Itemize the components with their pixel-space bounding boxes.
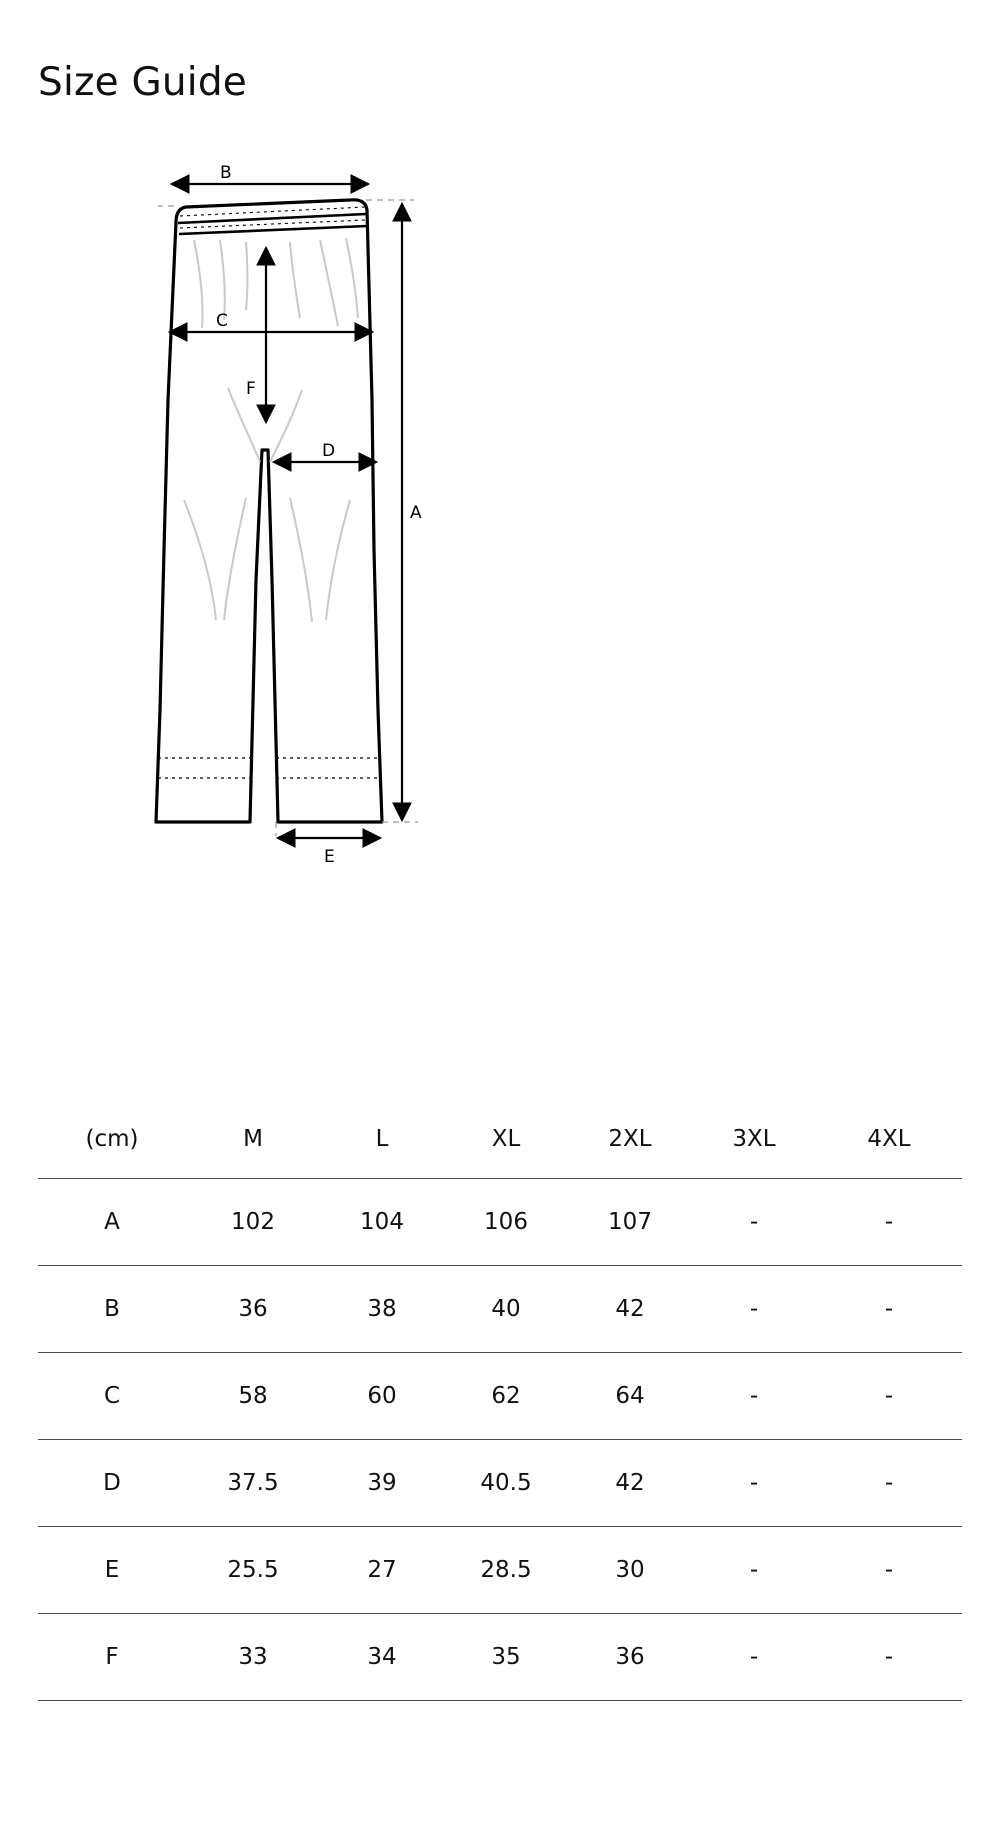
row-label-d: D bbox=[38, 1440, 186, 1527]
dimension-d-label: D bbox=[322, 441, 336, 461]
table-row bbox=[38, 1614, 962, 1701]
cell-d-4xl: - bbox=[816, 1440, 962, 1527]
cell-e-4xl: - bbox=[816, 1527, 962, 1614]
row-label-a: A bbox=[38, 1179, 186, 1266]
cell-c-m: 58 bbox=[186, 1353, 320, 1440]
table-row bbox=[38, 1440, 962, 1527]
unit-label: (cm) bbox=[38, 1100, 186, 1179]
dimension-b bbox=[172, 163, 368, 184]
cell-f-l: 34 bbox=[320, 1614, 444, 1701]
column-header-2xl: 2XL bbox=[568, 1100, 692, 1179]
cell-a-m: 102 bbox=[186, 1179, 320, 1266]
cell-f-m: 33 bbox=[186, 1614, 320, 1701]
cell-b-3xl: - bbox=[692, 1266, 816, 1353]
page-title: Size Guide bbox=[38, 60, 247, 105]
dimension-a-label: A bbox=[410, 503, 422, 523]
cell-b-l: 38 bbox=[320, 1266, 444, 1353]
table-row bbox=[38, 1527, 962, 1614]
size-table-body bbox=[38, 1179, 962, 1701]
cell-a-4xl: - bbox=[816, 1179, 962, 1266]
column-header-m: M bbox=[186, 1100, 320, 1179]
cell-f-3xl: - bbox=[692, 1614, 816, 1701]
row-label-b: B bbox=[38, 1266, 186, 1353]
column-header-xl: XL bbox=[444, 1100, 568, 1179]
pants-measurement-diagram bbox=[0, 150, 1000, 910]
cell-e-m: 25.5 bbox=[186, 1527, 320, 1614]
dimension-e bbox=[278, 838, 380, 867]
row-label-f: F bbox=[38, 1614, 186, 1701]
cell-b-4xl: - bbox=[816, 1266, 962, 1353]
dimension-e-label: E bbox=[324, 847, 335, 867]
pants-diagram-svg bbox=[150, 150, 850, 870]
cell-c-3xl: - bbox=[692, 1353, 816, 1440]
column-header-4xl: 4XL bbox=[816, 1100, 962, 1179]
cell-b-2xl: 42 bbox=[568, 1266, 692, 1353]
size-table bbox=[38, 1100, 962, 1701]
cell-d-l: 39 bbox=[320, 1440, 444, 1527]
cell-a-3xl: - bbox=[692, 1179, 816, 1266]
cell-f-2xl: 36 bbox=[568, 1614, 692, 1701]
cell-a-2xl: 107 bbox=[568, 1179, 692, 1266]
cell-e-3xl: - bbox=[692, 1527, 816, 1614]
column-header-l: L bbox=[320, 1100, 444, 1179]
dimension-b-label: B bbox=[220, 163, 232, 183]
cell-d-xl: 40.5 bbox=[444, 1440, 568, 1527]
size-table-head bbox=[38, 1100, 962, 1179]
table-row bbox=[38, 1266, 962, 1353]
size-table-wrap bbox=[38, 1100, 962, 1701]
cell-e-xl: 28.5 bbox=[444, 1527, 568, 1614]
cell-b-xl: 40 bbox=[444, 1266, 568, 1353]
cell-e-2xl: 30 bbox=[568, 1527, 692, 1614]
cell-d-m: 37.5 bbox=[186, 1440, 320, 1527]
cell-d-3xl: - bbox=[692, 1440, 816, 1527]
dimension-f-label: F bbox=[246, 379, 256, 399]
cell-c-xl: 62 bbox=[444, 1353, 568, 1440]
dimension-c-label: C bbox=[216, 311, 228, 331]
cell-e-l: 27 bbox=[320, 1527, 444, 1614]
cell-a-l: 104 bbox=[320, 1179, 444, 1266]
table-row bbox=[38, 1179, 962, 1266]
cell-c-l: 60 bbox=[320, 1353, 444, 1440]
cell-f-4xl: - bbox=[816, 1614, 962, 1701]
cell-a-xl: 106 bbox=[444, 1179, 568, 1266]
cell-c-2xl: 64 bbox=[568, 1353, 692, 1440]
row-label-e: E bbox=[38, 1527, 186, 1614]
table-header-row bbox=[38, 1100, 962, 1179]
table-row bbox=[38, 1353, 962, 1440]
row-label-c: C bbox=[38, 1353, 186, 1440]
pants-outline bbox=[156, 200, 382, 822]
cell-b-m: 36 bbox=[186, 1266, 320, 1353]
cell-c-4xl: - bbox=[816, 1353, 962, 1440]
cell-d-2xl: 42 bbox=[568, 1440, 692, 1527]
cell-f-xl: 35 bbox=[444, 1614, 568, 1701]
dimension-a bbox=[402, 204, 422, 820]
column-header-3xl: 3XL bbox=[692, 1100, 816, 1179]
